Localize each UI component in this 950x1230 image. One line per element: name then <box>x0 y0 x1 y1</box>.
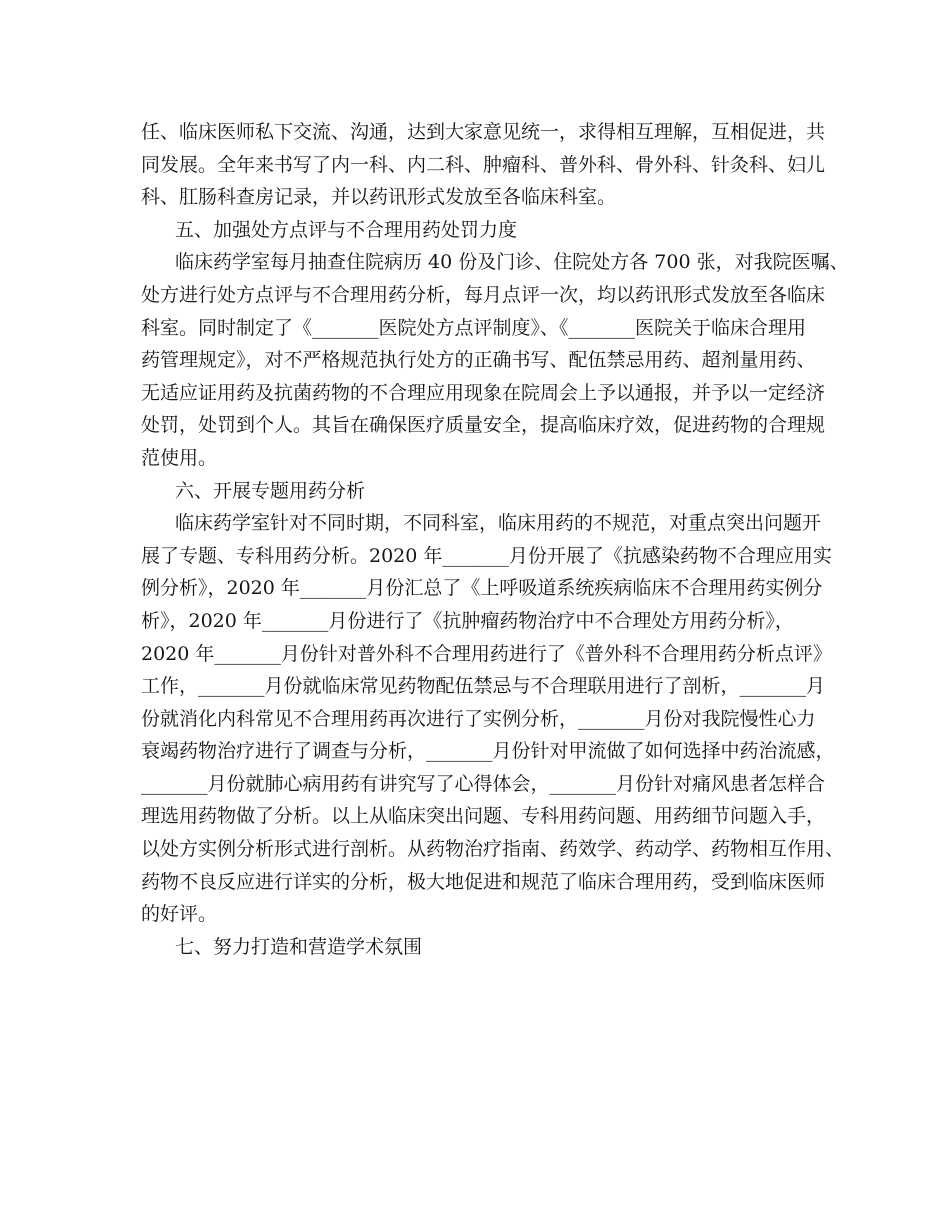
text-line: 2020 年_______月份针对普外科不合理用药进行了《普外科不合理用药分析点评》 <box>141 642 832 665</box>
text-line: 无适应证用药及抗菌药物的不合理应用现象在院周会上予以通报，并予以一定经济 <box>141 381 826 404</box>
text-line: 处罚，处罚到个人。其旨在确保医疗质量安全，提高临床疗效，促进药物的合理规 <box>141 414 826 437</box>
paragraph-start-line: 七、努力打造和营造学术氛围 <box>175 935 423 958</box>
text-line: 例分析》，2020 年_______月份汇总了《上呼吸道系统疾病临床不合理用药实例分 <box>141 577 823 600</box>
text-line: 份就消化内科常见不合理用药再次进行了实例分析，_______月份对我院慢性心力 <box>141 707 816 730</box>
text-line: 以处方实例分析形式进行剖析。从药物治疗指南、药效学、药动学、药物相互作用、 <box>141 838 845 861</box>
paragraph-start-line: 临床药学室针对不同时期，不同科室，临床用药的不规范，对重点突出问题开 <box>175 512 822 535</box>
text-line: 展了专题、专科用药分析。2020 年_______月份开展了《抗感染药物不合理应用实 <box>141 544 832 567</box>
text-line: 药物不良反应进行详实的分析，极大地促进和规范了临床合理用药，受到临床医师 <box>141 870 826 893</box>
text-line: 理选用药物做了分析。以上从临床突出问题、专科用药问题、用药细节问题入手， <box>141 805 826 828</box>
text-line: 科室。同时制定了《_______医院处方点评制度》、《_______医院关于临床合理用 <box>141 316 807 339</box>
text-line: 范使用。 <box>141 446 218 469</box>
text-line: 处方进行处方点评与不合理用药分析，每月点评一次，均以药讯形式发放至各临床 <box>141 283 826 306</box>
text-line: 衰竭药物治疗进行了调查与分析，_______月份针对甲流做了如何选择中药治流感， <box>141 740 835 763</box>
document-body-text <box>141 116 849 963</box>
text-line: 任、临床医师私下交流、沟通，达到大家意见统一，求得相互理解，互相促进，共 <box>141 121 826 143</box>
text-line: _______月份就肺心病用药有讲究写了心得体会，_______月份针对痛风患者怎样合 <box>141 772 826 795</box>
paragraph-start-line: 六、开展专题用药分析 <box>175 479 366 502</box>
paragraph-start-line: 五、加强处方点评与不合理用药处罚力度 <box>175 218 518 241</box>
text-line: 析》，2020 年_______月份进行了《抗肿瘤药物治疗中不合理处方用药分析》， <box>141 609 794 632</box>
paragraph-start-line: 临床药学室每月抽查住院病历 40 份及门诊、住院处方各 700 张，对我院医嘱、 <box>175 251 849 274</box>
text-line: 科、肛肠科查房记录，并以药讯形式发放至各临床科室。 <box>141 186 617 209</box>
text-line: 工作，_______月份就临床常见药物配伍禁忌与不合理联用进行了剖析，_______月 <box>141 675 826 698</box>
text-line: 同发展。全年来书写了内一科、内二科、肿瘤科、普外科、骨外科、针灸科、妇儿 <box>141 153 826 176</box>
text-line: 的好评。 <box>141 903 218 926</box>
text-line: 药管理规定》，对不严格规范执行处方的正确书写、配伍禁忌用药、超剂量用药、 <box>141 349 816 372</box>
